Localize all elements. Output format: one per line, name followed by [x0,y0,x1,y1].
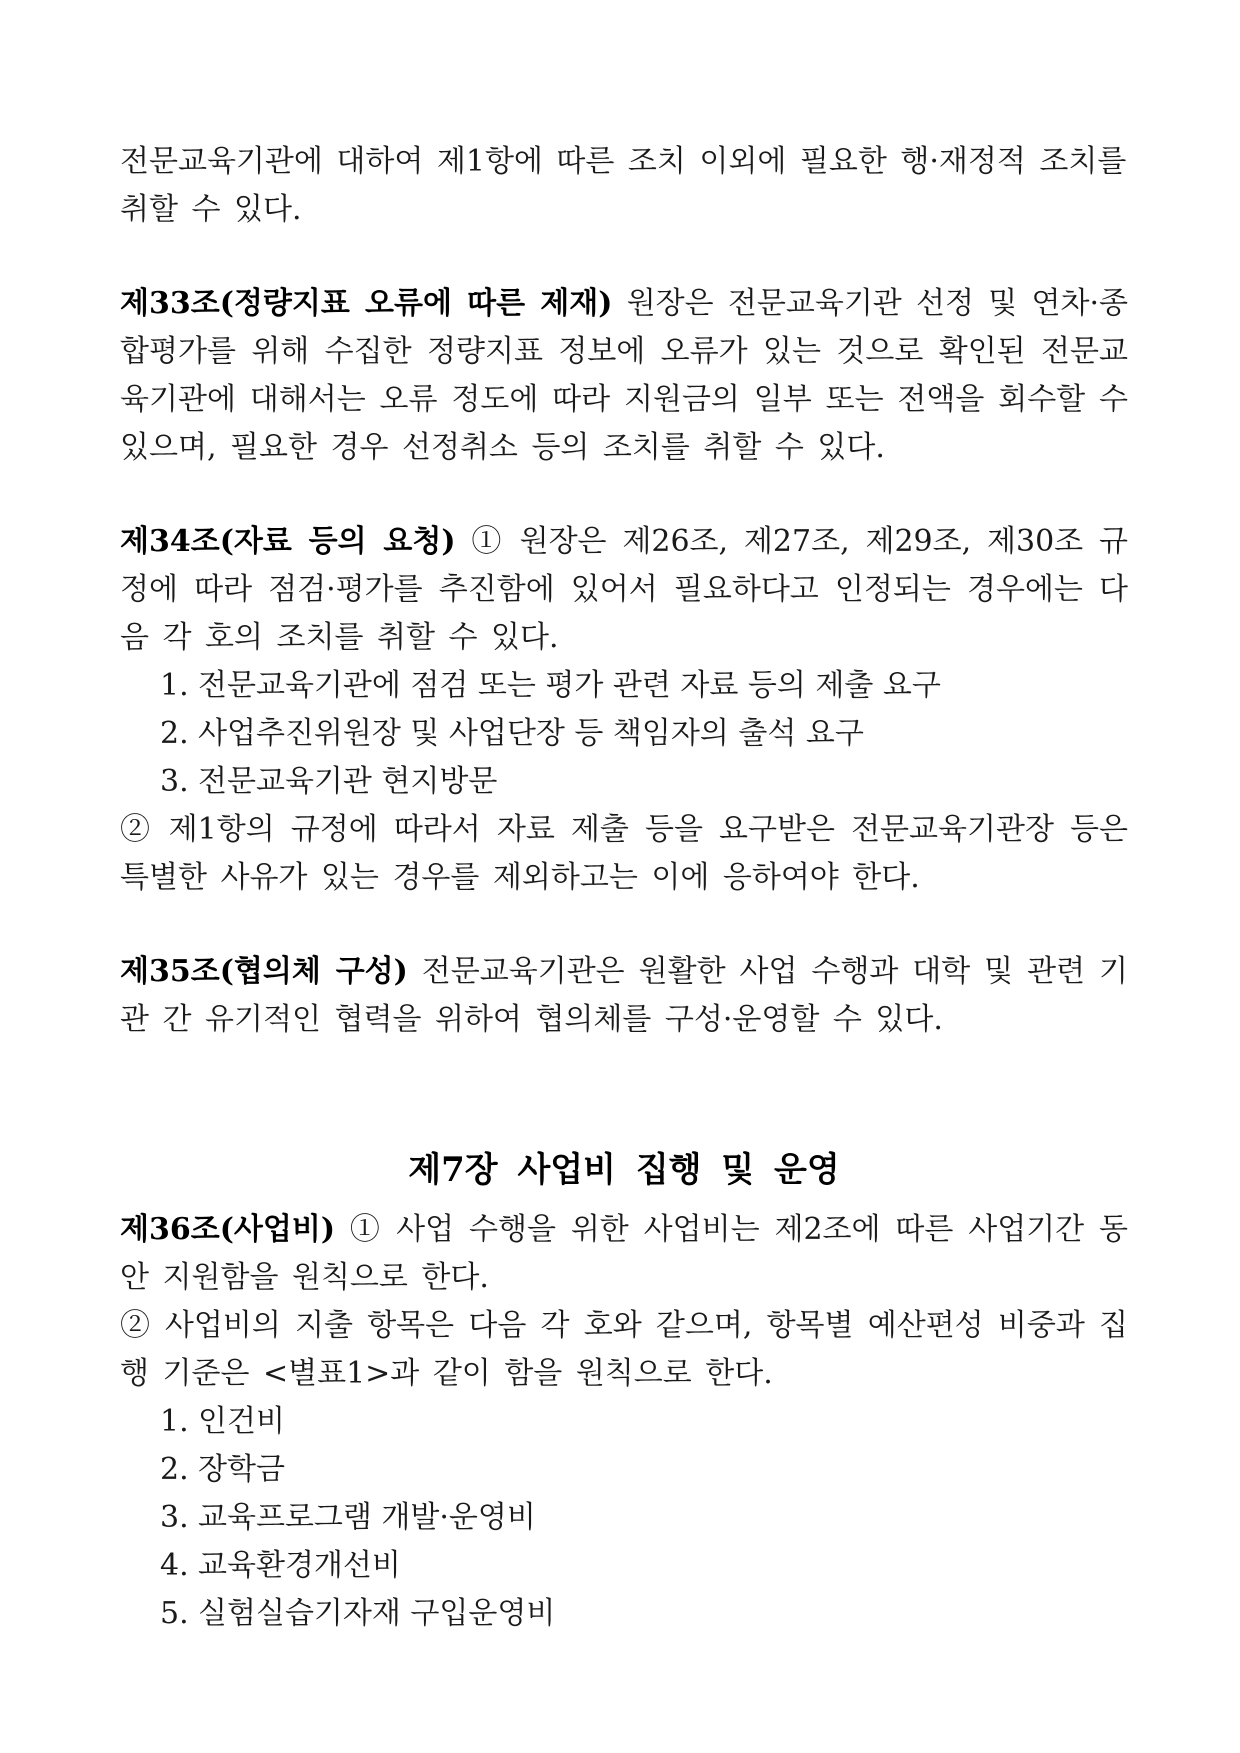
article-33-title: 제33조(정량지표 오류에 따른 제재) [120,286,613,321]
list-item-number: 2. [160,1452,189,1487]
list-item [160,710,1128,758]
list-item-text: 전문교육기관 현지방문 [198,764,498,799]
list-item [160,1590,1128,1638]
list-item [160,1446,1128,1494]
list-item-number: 5. [160,1596,189,1631]
article-35-title: 제35조(협의체 구성) [120,954,408,989]
list-item-text: 인건비 [198,1404,285,1439]
article-33-text: 원장은 전문교육기관 선정 및 연차·종합평가를 위해 수집한 정량지표 정보에 오류가 있는 것으로 확인된 전문교육기관에 대해서는 오류 정도에 따라 지원금의 일부 또는 전액을 회수할 수 있으며, 필요한 경우 선정취소 등의 조치를 취할 수 있다. [120,286,1129,465]
list-item-number: 3. [160,764,189,799]
article-34-list [120,662,1128,806]
list-item-number: 4. [160,1548,189,1583]
article-34-title: 제34조(자료 등의 요청) [120,524,456,559]
list-item [160,1494,1128,1542]
article-36 [120,1206,1128,1302]
list-item-number: 3. [160,1500,189,1535]
list-item-text: 실험실습기자재 구입운영비 [198,1596,556,1631]
list-item [160,758,1128,806]
intro-line-2: 취할 수 있다. [120,192,302,227]
article-36-text: ① 사업 수행을 위한 사업비는 제2조에 따른 사업기간 동안 지원함을 원칙으로 한다. [120,1212,1128,1295]
article-36-list [120,1398,1128,1638]
list-item-text: 교육프로그램 개발·운영비 [198,1500,536,1535]
document-page [120,138,1128,1638]
article-33 [120,280,1128,472]
list-item-text: 장학금 [198,1452,285,1487]
article-35-text: 전문교육기관은 원활한 사업 수행과 대학 및 관련 기관 간 유기적인 협력을 위하여 협의체를 구성·운영할 수 있다. [120,954,1128,1037]
list-item [160,1542,1128,1590]
intro-line-1: 전문교육기관에 대하여 제1항에 따른 조치 이외에 필요한 행·재정적 조치를 [120,144,1127,179]
article-34 [120,518,1128,662]
article-36-paragraph-2: ② 사업비의 지출 항목은 다음 각 호와 같으며, 항목별 예산편성 비중과 집행 기준은 <별표1>과 같이 함을 원칙으로 한다. [120,1308,1128,1391]
intro-paragraph [120,138,1128,234]
list-item-number: 2. [160,716,189,751]
list-item-number: 1. [160,1404,189,1439]
article-35 [120,948,1128,1044]
list-item-number: 1. [160,668,189,703]
list-item [160,1398,1128,1446]
list-item [160,662,1128,710]
list-item-text: 교육환경개선비 [198,1548,401,1583]
article-34-paragraph-2: ② 제1항의 규정에 따라서 자료 제출 등을 요구받은 전문교육기관장 등은 특별한 사유가 있는 경우를 제외하고는 이에 응하여야 한다. [120,812,1128,895]
chapter-7-heading: 제7장 사업비 집행 및 운영 [408,1150,840,1190]
list-item-text: 전문교육기관에 점검 또는 평가 관련 자료 등의 제출 요구 [198,668,941,703]
article-36-title: 제36조(사업비) [120,1212,336,1247]
article-34-text: ① 원장은 제26조, 제27조, 제29조, 제30조 규정에 따라 점검·평가를 추진함에 있어서 필요하다고 인정되는 경우에는 다음 각 호의 조치를 취할 수 있다. [120,524,1128,655]
list-item-text: 사업추진위원장 및 사업단장 등 책임자의 출석 요구 [198,716,864,751]
